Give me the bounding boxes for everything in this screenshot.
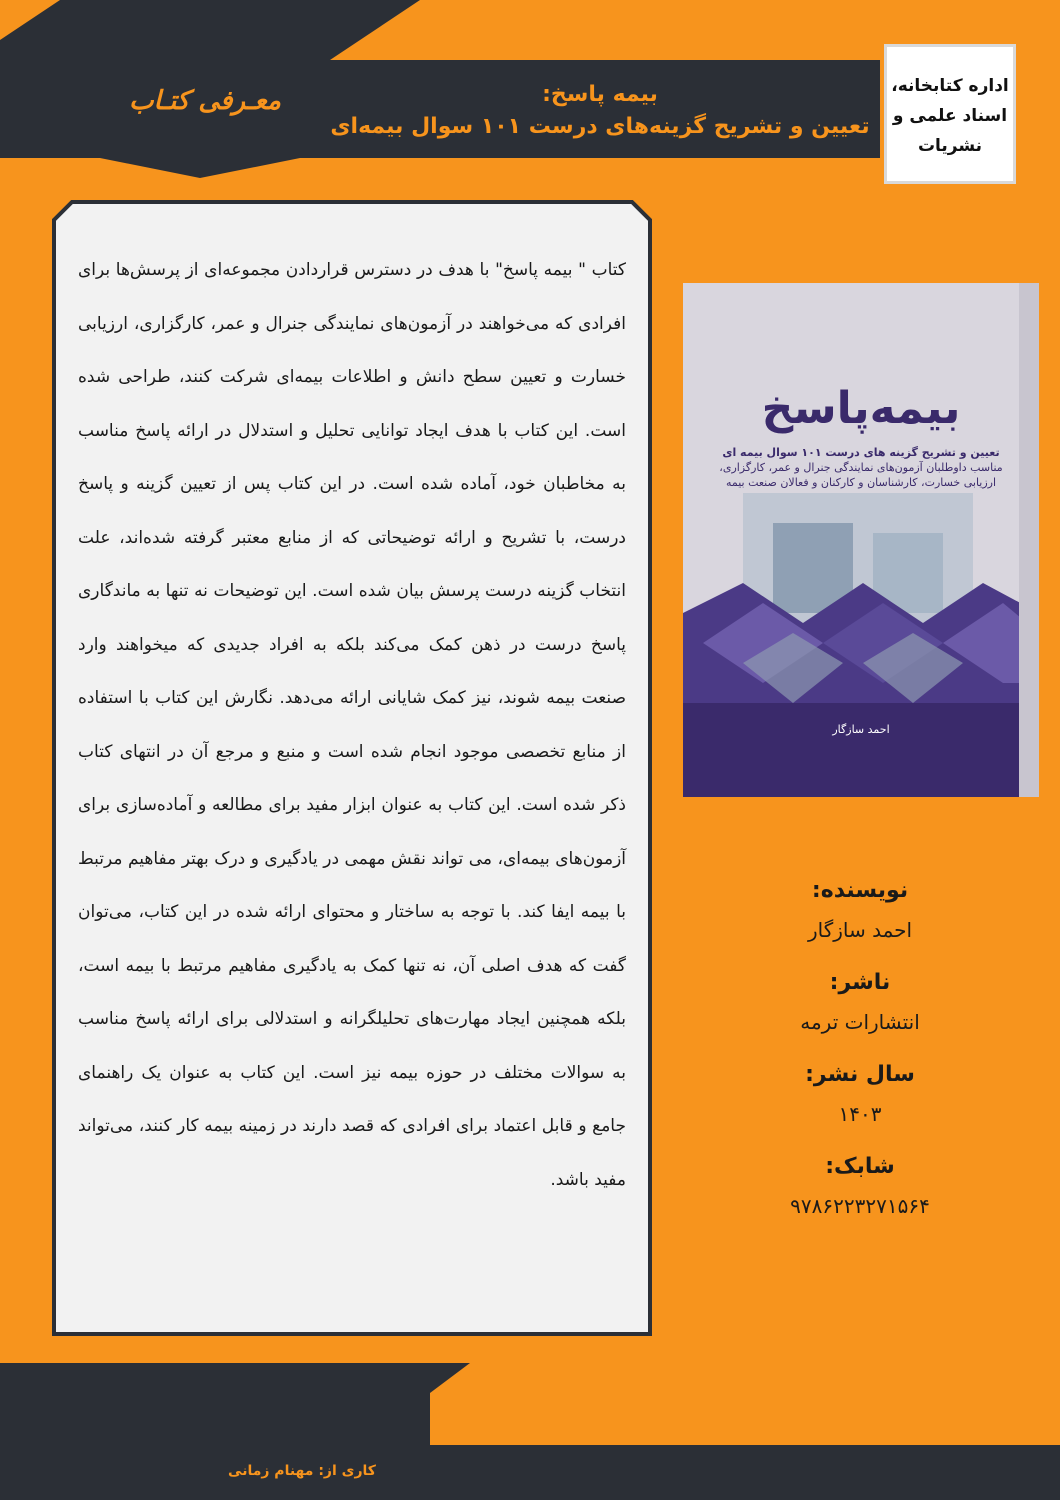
title-line-2: تعیین و تشریح گزینه‌های درست ۱۰۱ سوال بیمه‌ای [330, 114, 870, 139]
cover-subtitle-3: ارزیابی خسارت، کارشناسان و کارکنان و فعالان صنعت بیمه [725, 476, 997, 489]
book-cover [683, 283, 1039, 797]
header-band [0, 0, 1060, 160]
department-label: اداره کتابخانه، اسناد علمی و نشریات [891, 76, 1009, 156]
article-card [52, 200, 652, 1336]
cover-author: احمد سازگار [832, 723, 890, 736]
publisher-label: ناشر: [829, 970, 891, 995]
year-value: ۱۴۰۳ [838, 1102, 882, 1126]
year-label: سال نشر: [805, 1062, 915, 1087]
article-body: کتاب " بیمه پاسخ" با هدف در دسترس قراردادن مجموعه‌ای از پرسش‌ها برای افرادی که می‌خواهند در آزمون‌های نمایندگی جنرال و عمر، کارگزاری، ارزیابی خسارت و تعیین سطح دانش و اطلاعات بیمه‌ای شرکت کنند، طراحی شده است. این کتاب با هدف ایجاد توانایی تحلیل و استدلال در ارائه پاسخ مناسب به مخاطبان خود، آماده شده است. در این کتاب پس از تعیین گزینه و پاسخ درست، با تشریح و ارائه توضیحاتی که از منابع معتبر گرفته شده‌اند، علت انتخاب گزینه درست پرسش بیان شده است. این توضیحات نه تنها به ماندگاری پاسخ درست در ذهن کمک می‌کند بلکه به افراد جدیدی که میخواهند وارد صنعت بیمه شوند، نیز کمک شایانی ارائه می‌دهد. نگارش این کتاب با استفاده از منابع تخصصی موجود انجام شده است و منبع و مرجع آن در انتهای کتاب ذکر شده است. این کتاب به عنوان ابزار مفید برای مطالعه و آماده‌سازی برای آزمون‌های بیمه‌ای، می تواند نقش مهمی در یادگیری و درک بهتر مفاهیم مرتبط با بیمه ایفا کند. با توجه به ساختار و محتوای ارائه شده در این کتاب، می‌توان گفت که هدف اصلی آن، نه تنها کمک به یادگیری مفاهیم مرتبط با بیمه است، بلکه همچنین ایجاد مهارت‌های تحلیلگرانه و استدلالی برای ارائه پاسخ مناسب به سوالات مختلف در حوزه بیمه نیز است. این کتاب به عنوان یک راهنمای جامع و قابل اعتماد برای افرادی که قصد دارند در زمینه بیمه کار کنند، می‌تواند مفید باشد. [78, 260, 626, 1190]
cover-subtitle [683, 445, 1039, 490]
page-title [330, 80, 870, 144]
intro-label: معـرفی کتـاب [129, 86, 281, 116]
cover-title: بیمه‌پاسخ [761, 383, 961, 434]
title-line-1: بیمه پاسخ: [542, 82, 658, 107]
footer-credit: کاری از: مهنام زمانی [228, 1463, 376, 1479]
cover-art [683, 283, 1039, 797]
cover-subtitle-2: مناسب داوطلبان آزمون‌های نمایندگی جنرال و عمر، کارگزاری، [719, 461, 1003, 474]
footer-band [0, 1363, 1060, 1500]
cover-subtitle-1: تعیین و تشریح گزینه های درست ۱۰۱ سوال بیمه ای [722, 446, 1000, 459]
isbn-label: شابک: [825, 1154, 895, 1179]
publisher-value: انتشارات ترمه [800, 1010, 920, 1034]
footer-shapes [0, 1363, 1060, 1500]
author-label: نویسنده: [811, 878, 909, 903]
isbn-value: ۹۷۸۶۲۲۳۲۷۱۵۶۴ [790, 1194, 930, 1218]
department-box [884, 44, 1016, 184]
author-value: احمد سازگار [807, 918, 913, 942]
book-info [700, 858, 1020, 1226]
